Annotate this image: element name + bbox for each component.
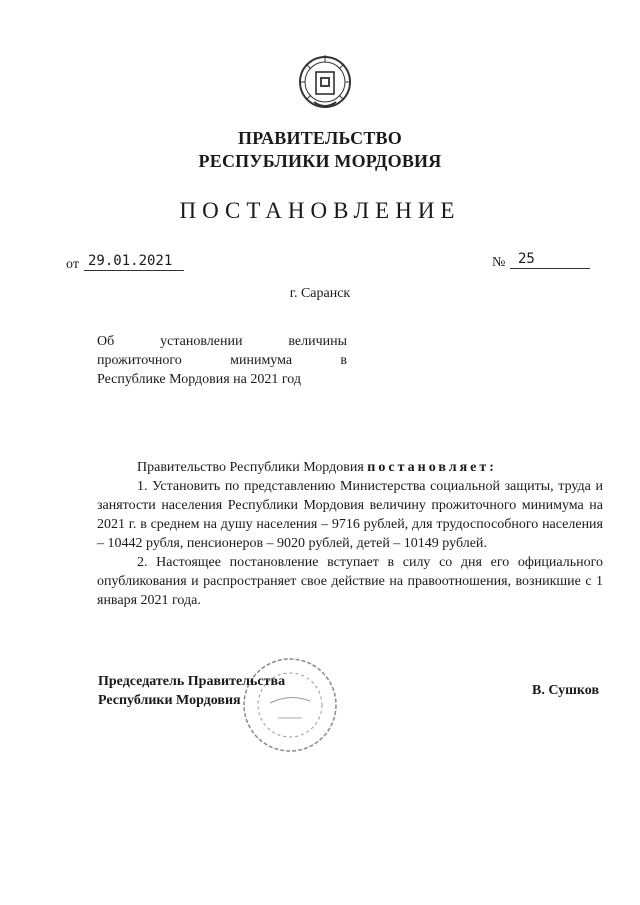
date-label: от bbox=[66, 257, 79, 272]
signatory-title-line1: Председатель Правительства bbox=[98, 674, 286, 689]
subject-line: Республике Мордовия на 2021 год bbox=[97, 372, 302, 387]
signatory-name: В. Сушков bbox=[532, 683, 600, 698]
coat-of-arms-emblem bbox=[296, 52, 354, 114]
city: г. Саранск bbox=[289, 286, 351, 301]
signatory-title-line2: Республики Мордовия bbox=[98, 693, 241, 708]
signatory-title bbox=[98, 672, 285, 710]
subject-block bbox=[97, 332, 347, 389]
subject-line: Об установлении величины bbox=[97, 334, 347, 349]
subject-line: прожиточного минимума в bbox=[97, 353, 347, 368]
document-type-title: ПОСТАНОВЛЕНИЕ bbox=[179, 198, 461, 223]
document-number: 25 bbox=[510, 251, 590, 269]
document-body bbox=[97, 458, 603, 610]
number-label: № bbox=[492, 255, 506, 270]
item-1-paragraph: 1. Установить по представлению Министерства социальной защиты, труда и занятости населения Республики Мордовия величину прожиточного минимума на 2021 г. в среднем на душу населения – 9716 рублей, для трудоспособного населения – 10442 рубля, пенсионеров – 9020 рублей, детей – 10149 рублей. bbox=[97, 479, 603, 551]
preamble-paragraph bbox=[97, 458, 603, 477]
decree-word: постановляет: bbox=[367, 460, 497, 475]
item-2-paragraph: 2. Настоящее постановление вступает в силу со дня его официального опубликования и распространяет свое действие на правоотношения, возникшие с 1 января 2021 года. bbox=[97, 555, 603, 608]
org-name-line2: РЕСПУБЛИКИ МОРДОВИЯ bbox=[198, 151, 442, 171]
org-name-line1: ПРАВИТЕЛЬСТВО bbox=[238, 128, 402, 148]
preamble-text: Правительство Республики Мордовия bbox=[137, 460, 364, 475]
document-date: 29.01.2021 bbox=[84, 253, 184, 271]
